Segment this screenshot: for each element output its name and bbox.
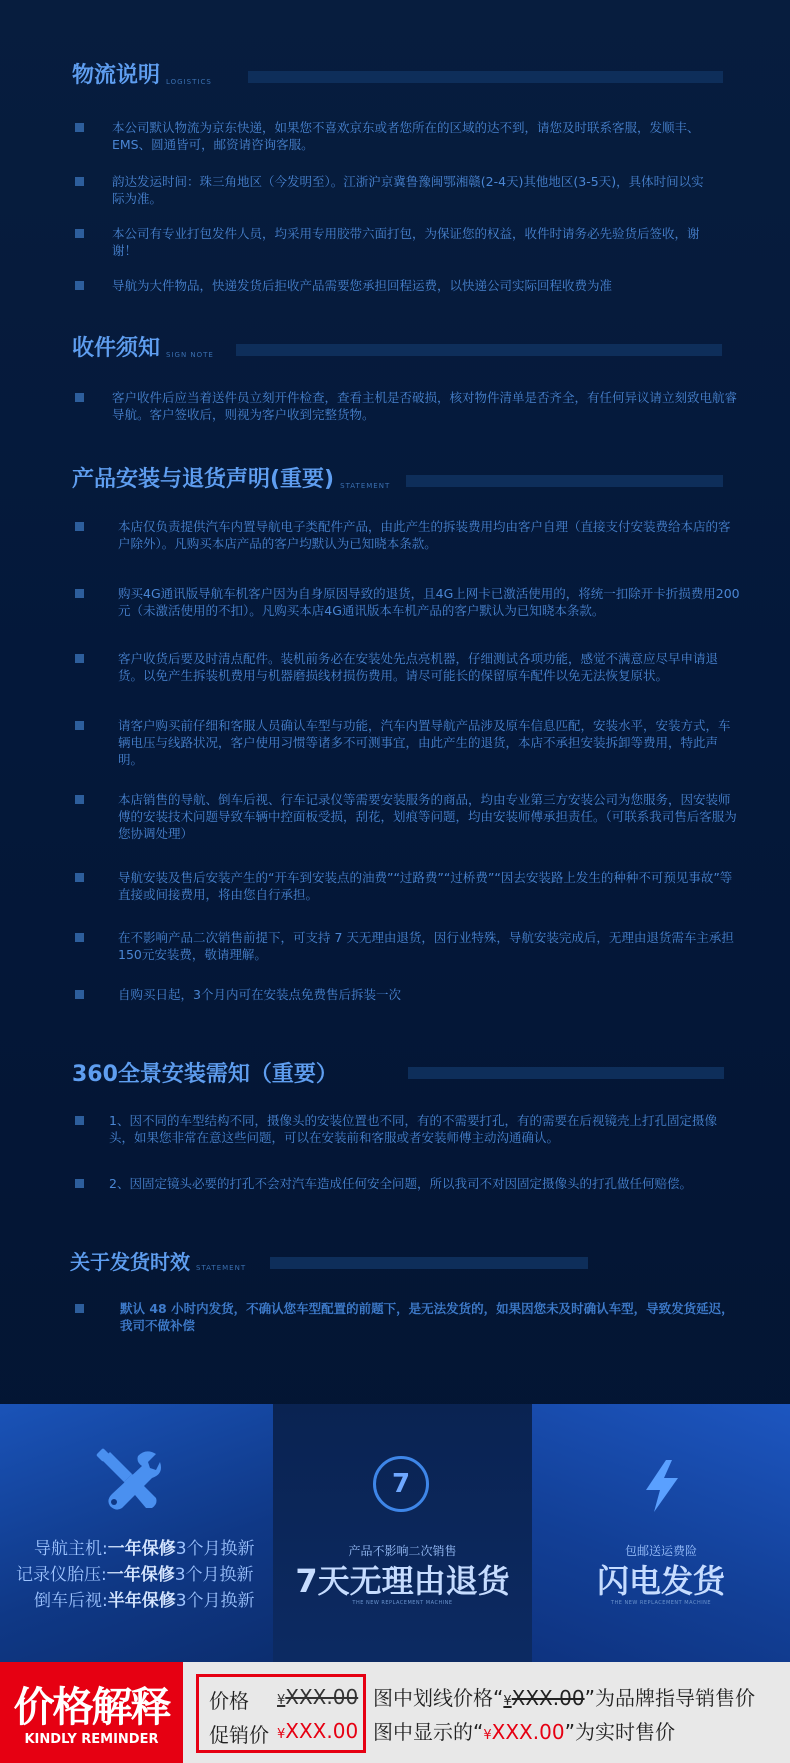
square-bullet-icon <box>75 990 84 999</box>
return-small-caption: 产品不影响二次销售 <box>348 1544 457 1558</box>
list-item <box>75 518 740 552</box>
tools-icon <box>94 1446 162 1514</box>
statement-item-text: 在不影响产品二次销售前提下，可支持 7 天无理由退货，因行业特殊，导航安装完成后，无理由退货需车主承担150元安装费，敬请理解。 <box>118 930 734 962</box>
list-item <box>75 173 715 207</box>
list-item <box>75 1175 735 1192</box>
list-price: ¥XXX.00 <box>277 1685 359 1709</box>
price-box <box>196 1674 366 1753</box>
square-bullet-icon <box>75 177 84 186</box>
panorama-item-text: 2、因固定镜头必要的打孔不会对汽车造成任何安全问题，所以我司不对因固定摄像头的打孔做任何赔偿。 <box>109 1176 692 1191</box>
statement-item-text: 请客户购买前仔细和客服人员确认车型与功能，汽车内置导航产品涉及原车信息匹配，安装水平，安装方式，车辆电压与线路状况，客户使用习惯等诸多不可测事宜，由此产生的退货，本店不承担安装拆卸等费用，特此声明。 <box>118 718 731 767</box>
sign-item-text: 客户收件后应当着送件员立刻开件检查，查看主机是否破损，核对物件清单是否齐全，有任何异议请立刻致电航睿导航。客户签收后，则视为客户收到完整货物。 <box>112 390 738 422</box>
price-note-line1: 图中划线价格“¥XXX.00”为品牌指导销售价 <box>373 1686 755 1710</box>
list-item <box>75 717 740 768</box>
lightning-icon <box>644 1460 680 1512</box>
sign-divider <box>236 344 722 356</box>
square-bullet-icon <box>75 393 84 402</box>
square-bullet-icon <box>75 1304 84 1313</box>
list-item <box>75 389 740 423</box>
square-bullet-icon <box>75 281 84 290</box>
price-label: 价格 <box>209 1689 249 1713</box>
sign-heading <box>72 331 214 362</box>
list-item <box>75 929 740 963</box>
list-item <box>75 1300 740 1334</box>
return-panel <box>273 1404 532 1662</box>
sign-subtitle: SIGN NOTE <box>166 351 214 359</box>
list-item <box>75 277 715 294</box>
warranty-panel <box>0 1404 273 1662</box>
square-bullet-icon <box>75 721 84 730</box>
list-item <box>75 585 740 619</box>
square-bullet-icon <box>75 654 84 663</box>
statement-heading <box>72 462 390 493</box>
logistics-heading <box>72 58 212 89</box>
price-explain-badge <box>0 1662 183 1763</box>
warranty-line-nav: 导航主机:一年保修3个月换新 <box>34 1539 255 1559</box>
price-explain-title: 价格解释 <box>13 1683 170 1731</box>
list-item <box>75 1112 735 1146</box>
list-item <box>75 869 740 903</box>
square-bullet-icon <box>75 795 84 804</box>
square-bullet-icon <box>75 873 84 882</box>
promo-label: 促销价 <box>209 1723 269 1747</box>
shipping-divider <box>270 1257 588 1269</box>
price-explain-footer <box>0 1662 790 1763</box>
ship-tiny-caption: THE NEW REPLACEMENT MACHINE <box>610 1600 712 1606</box>
price-note-line2: 图中显示的“¥XXX.00”为实时售价 <box>373 1720 675 1744</box>
square-bullet-icon <box>75 123 84 132</box>
statement-item-text: 客户收货后要及时清点配件。装机前务必在安装处先点亮机器，仔细测试各项功能，感觉不满意应尽早申请退货。以免产生拆装机费用与机器磨损线材损伤费用。请尽可能长的保留原车配件以免无法恢复原状。 <box>118 651 719 683</box>
logistics-item-text: 本公司默认物流为京东快递，如果您不喜欢京东或者您所在的区域的达不到，请您及时联系客服，发顺丰、EMS、圆通皆可，邮资请咨询客服。 <box>112 120 700 152</box>
square-bullet-icon <box>75 229 84 238</box>
square-bullet-icon <box>75 1179 84 1188</box>
statement-title: 产品安装与退货声明(重要) <box>72 467 335 492</box>
logistics-item-text: 导航为大件物品，快递发货后拒收产品需要您承担回程运费，以快递公司实际回程收费为准 <box>112 278 613 293</box>
statement-subtitle: STATEMENT <box>340 482 391 490</box>
warranty-line-recorder: 记录仪胎压:一年保修3个月换新 <box>16 1565 254 1585</box>
shipping-heading <box>70 1246 246 1275</box>
warranty-line-reverse: 倒车后视:半年保修3个月换新 <box>34 1591 255 1611</box>
shipping-panel <box>532 1404 790 1662</box>
logistics-subtitle: LOGISTICS <box>166 78 212 86</box>
logistics-divider <box>248 71 723 83</box>
price-explain-subtitle: KINDLY REMINDER <box>24 1732 159 1747</box>
ship-big-caption: 闪电发货 <box>596 1562 725 1600</box>
statement-item-text: 购买4G通讯版导航车机客户因为自身原因导致的退货，且4G上网卡已激活使用的，将统一扣除开卡折损费用200元（未激活使用的不扣）。凡购买本店4G通讯版本车机产品的客户默认为已知晓本条款。 <box>118 586 740 618</box>
ship-small-caption: 包邮送运费险 <box>624 1544 697 1558</box>
panorama-item-text: 1、因不同的车型结构不同，摄像头的安装位置也不同，有的不需要打孔，有的需要在后视镜壳上打孔固定摄像头，如果您非常在意这些问题，可以在安装前和客服或者安装师傅主动沟通确认。 <box>109 1113 717 1145</box>
square-bullet-icon <box>75 589 84 598</box>
panorama-title: 360全景安装需知（重要） <box>72 1062 338 1087</box>
logistics-title: 物流说明 <box>72 63 161 88</box>
list-item <box>75 225 715 259</box>
return-big-caption: 7天无理由退货 <box>295 1562 510 1600</box>
statement-item-text: 自购买日起，3个月内可在安装点免费售后拆装一次 <box>118 987 401 1002</box>
logistics-item-text: 本公司有专业打包发件人员，均采用专用胶带六面打包，为保证您的权益，收件时请务必先验货后签收，谢谢！ <box>112 226 700 258</box>
square-bullet-icon <box>75 1116 84 1125</box>
shipping-title: 关于发货时效 <box>70 1250 190 1274</box>
statement-divider <box>406 475 723 487</box>
list-item <box>75 119 715 153</box>
list-item <box>75 791 740 842</box>
statement-item-text: 导航安装及售后安装产生的“开车到安装点的油费”“过路费”“过桥费”“因去安装路上发生的种种不可预见事故”等直接或间接费用，将由您自行承担。 <box>118 870 733 902</box>
sign-title: 收件须知 <box>72 336 161 361</box>
panorama-divider <box>408 1067 724 1079</box>
square-bullet-icon <box>75 522 84 531</box>
promo-price: ¥XXX.00 <box>277 1719 359 1743</box>
logistics-item-text: 韵达发运时间：珠三角地区（今发明至）。江浙沪京冀鲁豫闽鄂湘赣(2-4天)其他地区(3-5天)，具体时间以实际为准。 <box>112 174 704 206</box>
shipping-item-text: 默认 48 小时内发货，不确认您车型配置的前题下，是无法发货的，如果因您未及时确认车型，导致发货延迟，我司不做补偿 <box>120 1301 734 1333</box>
return-tiny-caption: THE NEW REPLACEMENT MACHINE <box>352 1600 453 1606</box>
square-bullet-icon <box>75 933 84 942</box>
panorama-heading <box>72 1057 338 1088</box>
service-band <box>0 1404 790 1662</box>
statement-item-text: 本店销售的导航、倒车后视、行车记录仪等需要安装服务的商品，均由专业第三方安装公司为您服务，因安装师傅的安装技术问题导致车辆中控面板受损，刮花，划痕等问题，均由安装师傅承担责任。（可联系我司售后客服为您协调处理） <box>118 792 737 841</box>
list-item <box>75 986 740 1003</box>
list-item <box>75 650 740 684</box>
seven-day-icon: 7 <box>373 1456 429 1512</box>
statement-item-text: 本店仅负责提供汽车内置导航电子类配件产品，由此产生的拆装费用均由客户自理（直接支付安装费给本店的客户除外）。凡购买本店产品的客户均默认为已知晓本条款。 <box>118 519 731 551</box>
shipping-subtitle: STATEMENT <box>196 1264 247 1272</box>
